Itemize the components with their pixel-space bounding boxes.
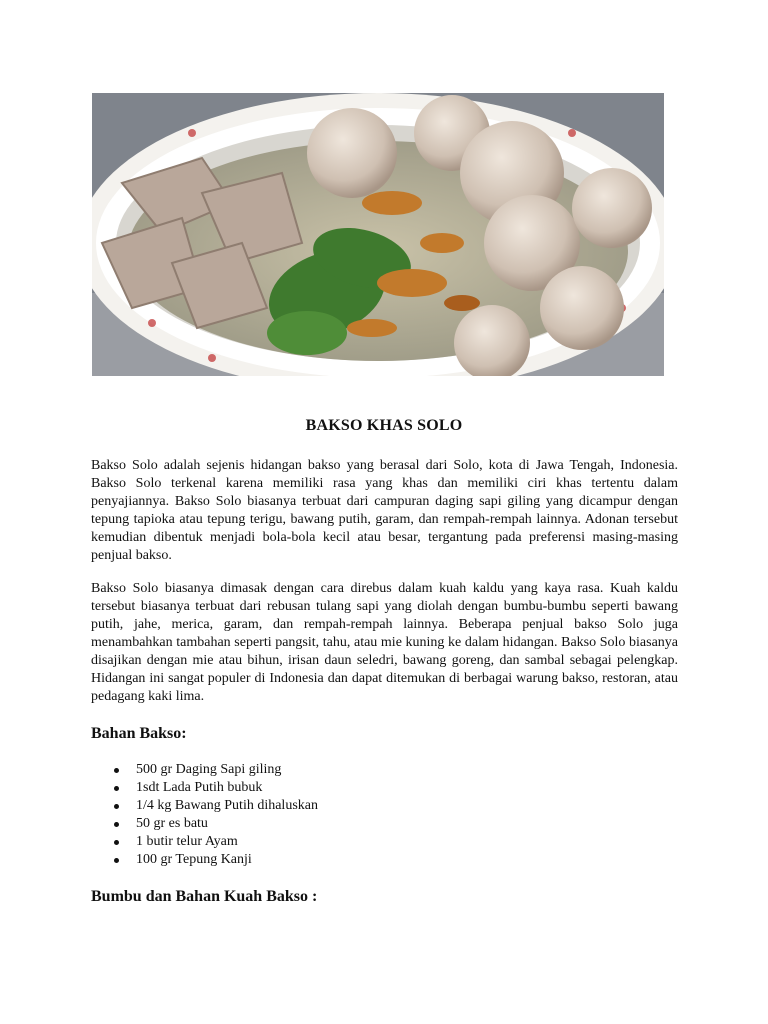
bullet-icon [114,804,119,809]
list-item-label: 1 butir telur Ayam [136,834,238,849]
bullet-icon [114,786,119,791]
list-item [112,797,318,815]
list-item [112,815,318,833]
bumbu-heading: Bumbu dan Bahan Kuah Bakso : [91,888,318,905]
list-item-label: 1sdt Lada Putih bubuk [136,780,263,795]
list-item-label: 100 gr Tepung Kanji [136,852,252,867]
ingredient-list [112,761,318,869]
list-item [112,833,318,851]
page-title: BAKSO KHAS SOLO [305,417,463,434]
cooking-paragraph: Bakso Solo biasanya dimasak dengan cara direbus dalam kuah kaldu yang kaya rasa. Kuah kaldu tersebut biasanya terbuat dari rebusan tulang sapi yang diolah dengan bumbu-bumbu seperti bawang putih, jahe, merica, garam, dan rempah-rempah lainnya. Beberapa penjual bakso Solo juga menambahkan tambahan seperti pangsit, tahu, atau mie kuning ke dalam hidangan. Bakso Solo biasanya disajikan dengan mie atau bihun, irisan daun seledri, bawang goreng, dan sambal sebagai pelengkap. Hidangan ini sangat populer di Indonesia dan dapat ditemukan di berbagai warung bakso, restoran, atau pedagang kaki lima. [91,581,678,704]
bullet-icon [114,858,119,863]
bullet-icon [114,822,119,827]
bullet-icon [114,768,119,773]
list-item-label: 50 gr es batu [136,816,208,831]
list-item-label: 1/4 kg Bawang Putih dihaluskan [136,798,318,813]
list-item [112,761,318,779]
list-item [112,779,318,797]
intro-paragraph: Bakso Solo adalah sejenis hidangan bakso yang berasal dari Solo, kota di Jawa Tengah, Indonesia. Bakso Solo terkenal karena memiliki rasa yang khas dan memiliki ciri khas tertentu dalam penyajiannya. Bakso Solo biasanya terbuat dari campuran daging sapi giling yang dicampur dengan tepung tapioka atau tepung terigu, bawang putih, garam, dan rempah-rempah lainnya. Adonan tersebut kemudian dibentuk menjadi bola-bola kecil atau besar, tergantung pada preferensi masing-masing penjual bakso. [91,458,678,563]
list-item [112,851,318,869]
bakso-photo [92,93,664,376]
food-photo-icon [92,93,664,376]
bullet-icon [114,840,119,845]
bahan-heading: Bahan Bakso: [91,725,187,742]
list-item-label: 500 gr Daging Sapi giling [136,762,282,777]
